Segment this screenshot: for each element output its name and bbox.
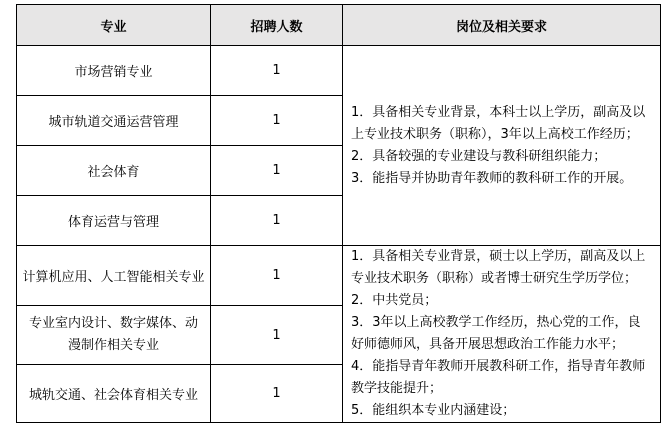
count-cell: 1 xyxy=(211,196,343,246)
major-cell: 专业室内设计、数字媒体、动漫制作相关专业 xyxy=(17,305,211,365)
count-cell: 1 xyxy=(211,46,343,96)
major-cell: 城市轨道交通运营管理 xyxy=(17,96,211,146)
count-cell: 1 xyxy=(211,96,343,146)
requirement-item: 2．中共党员； xyxy=(351,293,438,308)
recruitment-table xyxy=(16,4,661,423)
header-requirements: 岗位及相关要求 xyxy=(343,5,661,46)
header-major: 专业 xyxy=(17,5,211,46)
header-count: 招聘人数 xyxy=(211,5,343,46)
table-row xyxy=(17,46,661,96)
major-cell: 城轨交通、社会体育相关专业 xyxy=(17,365,211,423)
requirement-item: 1．具备相关专业背景，硕士以上学历，副高及以上专业技术职务（职称）或者博士研究生学历学位； xyxy=(351,249,646,286)
count-cell: 1 xyxy=(211,365,343,423)
count-cell: 1 xyxy=(211,305,343,365)
major-cell: 社会体育 xyxy=(17,146,211,196)
requirement-item: 5．能组织本专业内涵建设； xyxy=(351,403,516,418)
requirement-item: 1．具备相关专业背景，本科士以上学历，副高及以上专业技术职务（职称），3年以上高校工作经历； xyxy=(351,104,646,142)
major-cell: 计算机应用、人工智能相关专业 xyxy=(17,246,211,306)
requirement-item: 3．能指导并协助青年教师的教科研工作的开展。 xyxy=(351,170,633,186)
count-cell: 1 xyxy=(211,246,343,306)
requirement-item: 3．3年以上高校教学工作经历，热心党的工作，良好师德师风，具备开展思想政治工作能力水平； xyxy=(351,315,641,352)
count-cell: 1 xyxy=(211,146,343,196)
requirements-cell-group1 xyxy=(343,46,661,246)
requirement-item: 4．能指导青年教师开展教科研工作，指导青年教师教学技能提升； xyxy=(351,359,646,396)
requirements-cell-group2 xyxy=(343,246,661,423)
header-row xyxy=(17,5,661,46)
requirement-item: 2．具备较强的专业建设与教科研组织能力； xyxy=(351,148,607,164)
major-cell: 体育运营与管理 xyxy=(17,196,211,246)
table-row xyxy=(17,246,661,306)
major-cell: 市场营销专业 xyxy=(17,46,211,96)
